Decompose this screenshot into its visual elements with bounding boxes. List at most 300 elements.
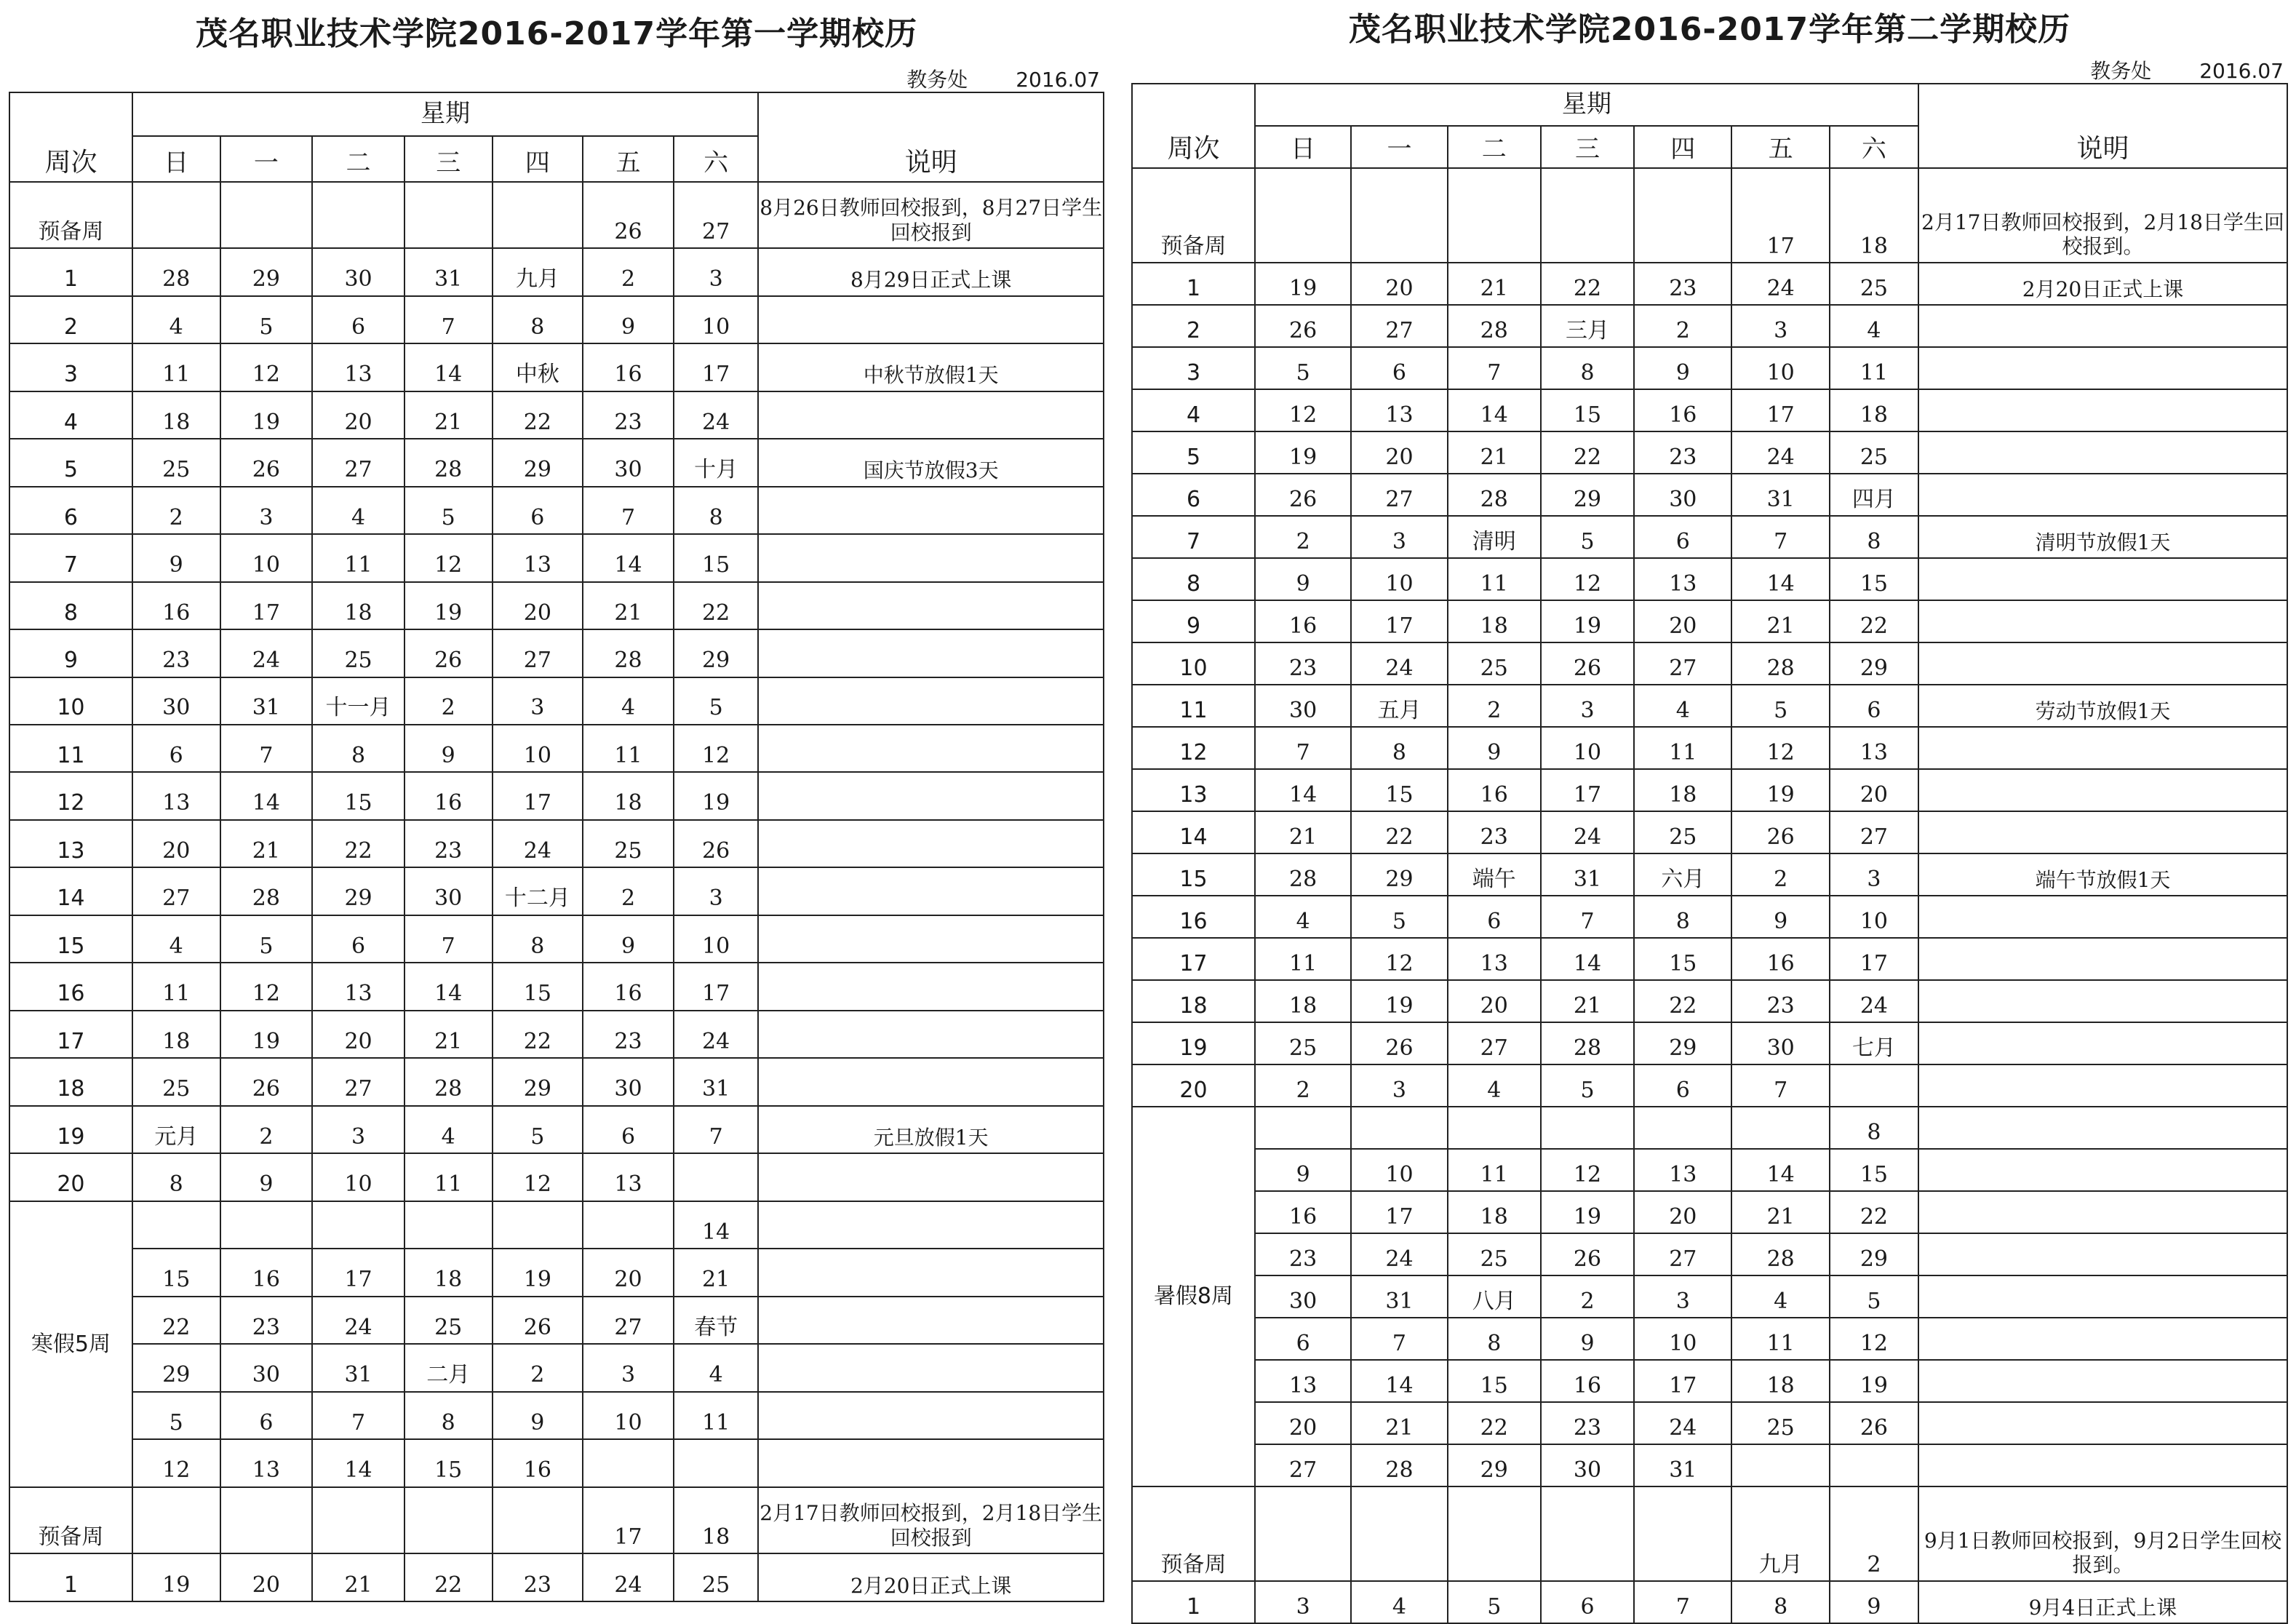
date-cell: 23	[132, 629, 220, 677]
note-cell	[1918, 347, 2287, 389]
date-cell: 17	[493, 772, 583, 819]
table-row	[1132, 1402, 2287, 1444]
date-cell: 27	[1448, 1022, 1541, 1064]
date-cell: 10	[1634, 1318, 1731, 1360]
date-cell: 7	[1448, 347, 1541, 389]
week-number-cell: 8	[1132, 558, 1255, 600]
note-cell	[758, 915, 1104, 963]
date-cell: 中秋	[493, 343, 583, 391]
date-cell: 2	[1634, 305, 1731, 347]
week-number-cell: 12	[9, 772, 132, 819]
date-cell: 16	[1634, 389, 1731, 431]
date-cell: 22	[493, 1011, 583, 1058]
note-cell	[758, 1392, 1104, 1439]
date-cell: 18	[583, 772, 674, 819]
date-cell	[312, 1487, 404, 1553]
date-cell: 20	[1448, 980, 1541, 1022]
date-cell: 29	[312, 867, 404, 915]
note-cell	[758, 629, 1104, 677]
date-cell: 14	[1351, 1360, 1447, 1402]
table-row	[9, 629, 1104, 677]
date-cell: 3	[493, 677, 583, 725]
date-cell: 9	[1830, 1581, 1918, 1623]
table-row	[1132, 1318, 2287, 1360]
table-row	[1132, 263, 2287, 305]
table-row	[1132, 896, 2287, 938]
date-cell: 2	[220, 1106, 313, 1153]
date-cell: 24	[493, 820, 583, 867]
week-number-cell: 11	[1132, 685, 1255, 727]
note-cell	[1918, 1444, 2287, 1486]
date-cell: 26	[220, 439, 313, 486]
week-number-cell: 暑假8周	[1132, 1107, 1255, 1486]
table-row	[1132, 1486, 2287, 1581]
date-cell: 2	[1255, 1064, 1351, 1107]
date-cell: 4	[1351, 1581, 1447, 1623]
date-cell: 18	[674, 1487, 759, 1553]
date-cell: 14	[583, 534, 674, 581]
date-cell: 13	[312, 343, 404, 391]
date-cell: 21	[220, 820, 313, 867]
date-cell	[1634, 168, 1731, 263]
date-cell: 22	[1830, 1191, 1918, 1233]
table-row	[9, 772, 1104, 819]
date-cell: 元月	[132, 1106, 220, 1153]
date-cell: 26	[404, 629, 493, 677]
date-cell: 17	[1731, 168, 1829, 263]
note-cell	[1918, 431, 2287, 474]
date-cell: 19	[1255, 263, 1351, 305]
date-cell: 7	[312, 1392, 404, 1439]
table-row	[9, 1344, 1104, 1391]
date-cell: 22	[1634, 980, 1731, 1022]
note-cell	[758, 534, 1104, 581]
date-cell: 16	[583, 343, 674, 391]
note-cell	[758, 487, 1104, 534]
week-number-cell: 1	[1132, 263, 1255, 305]
date-cell: 2	[1731, 853, 1829, 896]
date-cell: 26	[220, 1058, 313, 1105]
date-cell: 19	[132, 1553, 220, 1601]
week-number-cell: 8	[9, 582, 132, 629]
date-cell: 21	[1448, 263, 1541, 305]
date-cell	[674, 1439, 759, 1486]
date-cell: 十一月	[312, 677, 404, 725]
date-cell: 25	[404, 1297, 493, 1344]
date-cell: 27	[132, 867, 220, 915]
table-row	[9, 1011, 1104, 1058]
date-cell: 11	[1448, 1149, 1541, 1191]
semester-2-title: 茂名职业技术学院2016-2017学年第二学期校历	[1348, 11, 2071, 48]
note-cell	[1918, 1064, 2287, 1107]
date-cell: 23	[404, 820, 493, 867]
date-cell: 30	[220, 1344, 313, 1391]
date-cell: 23	[583, 391, 674, 439]
date-cell: 6	[1255, 1318, 1351, 1360]
semester-1-issue-date: 2016.07	[1016, 68, 1100, 92]
date-cell: 22	[312, 820, 404, 867]
date-cell: 29	[674, 629, 759, 677]
table-row	[1132, 1444, 2287, 1486]
table-row	[1132, 938, 2287, 980]
date-cell: 10	[1351, 1149, 1447, 1191]
date-cell: 24	[1731, 431, 1829, 474]
week-number-cell: 9	[9, 629, 132, 677]
date-cell: 26	[1351, 1022, 1447, 1064]
date-cell: 28	[1731, 1233, 1829, 1275]
date-cell: 24	[1634, 1402, 1731, 1444]
date-cell	[312, 1201, 404, 1249]
weekday-group-header: 星期	[1255, 84, 1918, 126]
table-row	[1132, 431, 2287, 474]
date-cell: 13	[132, 772, 220, 819]
date-cell: 16	[404, 772, 493, 819]
date-cell: 28	[1448, 474, 1541, 516]
date-cell: 15	[1351, 769, 1447, 811]
table-row	[9, 1392, 1104, 1439]
week-number-cell: 1	[9, 248, 132, 295]
date-cell: 24	[220, 629, 313, 677]
date-cell	[493, 1201, 583, 1249]
date-cell: 清明	[1448, 516, 1541, 558]
date-cell: 17	[1541, 769, 1634, 811]
date-cell: 24	[1830, 980, 1918, 1022]
date-cell: 29	[1830, 642, 1918, 685]
date-cell: 8	[493, 915, 583, 963]
date-cell: 16	[220, 1249, 313, 1296]
date-cell: 13	[493, 534, 583, 581]
date-cell	[1541, 168, 1634, 263]
date-cell: 30	[132, 677, 220, 725]
week-number-cell: 18	[9, 1058, 132, 1105]
table-row	[9, 1153, 1104, 1201]
table-row	[9, 820, 1104, 867]
note-cell	[1918, 938, 2287, 980]
note-cell: 2月17日教师回校报到，2月18日学生回校报到	[758, 1487, 1104, 1553]
date-cell: 22	[1351, 811, 1447, 853]
date-cell: 30	[583, 1058, 674, 1105]
date-cell: 4	[674, 1344, 759, 1391]
date-cell: 12	[1351, 938, 1447, 980]
weekday-header: 六	[1830, 126, 1918, 168]
date-cell: 18	[404, 1249, 493, 1296]
table-row	[9, 725, 1104, 772]
note-cell: 9月4日正式上课	[1918, 1581, 2287, 1623]
week-number-cell: 16	[1132, 896, 1255, 938]
date-cell: 28	[1731, 642, 1829, 685]
date-cell: 6	[1541, 1581, 1634, 1623]
date-cell: 28	[404, 439, 493, 486]
note-cell: 2月17日教师回校报到，2月18日学生回校报到。	[1918, 168, 2287, 263]
date-cell: 25	[132, 439, 220, 486]
date-cell: 2	[1255, 516, 1351, 558]
date-cell: 18	[1731, 1360, 1829, 1402]
table-row	[1132, 853, 2287, 896]
date-cell: 16	[583, 963, 674, 1010]
date-cell: 27	[312, 439, 404, 486]
date-cell: 11	[674, 1392, 759, 1439]
semester-2-issue-date: 2016.07	[2199, 59, 2284, 83]
weekday-header: 四	[1634, 126, 1731, 168]
date-cell: 13	[583, 1153, 674, 1201]
date-cell: 11	[1448, 558, 1541, 600]
table-row	[9, 534, 1104, 581]
date-cell: 八月	[1448, 1275, 1541, 1318]
note-cell	[758, 677, 1104, 725]
note-cell	[758, 296, 1104, 343]
weekday-header: 一	[1351, 126, 1447, 168]
date-cell: 7	[1731, 1064, 1829, 1107]
date-cell: 19	[1351, 980, 1447, 1022]
note-cell	[758, 391, 1104, 439]
date-cell: 8	[312, 725, 404, 772]
date-cell: 13	[1830, 727, 1918, 769]
weekday-header: 五	[1731, 126, 1829, 168]
date-cell: 15	[1541, 389, 1634, 431]
date-cell: 11	[312, 534, 404, 581]
date-cell: 四月	[1830, 474, 1918, 516]
date-cell: 12	[404, 534, 493, 581]
date-cell: 三月	[1541, 305, 1634, 347]
note-cell: 劳动节放假1天	[1918, 685, 2287, 727]
table-row	[9, 1106, 1104, 1153]
date-cell: 8	[1731, 1581, 1829, 1623]
date-cell	[1351, 1107, 1447, 1149]
date-cell: 19	[1541, 600, 1634, 642]
date-cell	[583, 1201, 674, 1249]
date-cell: 25	[1830, 263, 1918, 305]
date-cell: 17	[1351, 1191, 1447, 1233]
weekday-header: 二	[1448, 126, 1541, 168]
date-cell: 25	[312, 629, 404, 677]
date-cell: 20	[1830, 769, 1918, 811]
semester-1-table	[9, 92, 1104, 1602]
week-number-cell: 18	[1132, 980, 1255, 1022]
week-number-cell: 9	[1132, 600, 1255, 642]
note-cell	[1918, 1360, 2287, 1402]
date-cell: 3	[1634, 1275, 1731, 1318]
date-cell: 3	[674, 867, 759, 915]
date-cell: 2	[1830, 1486, 1918, 1581]
date-cell: 11	[1830, 347, 1918, 389]
note-cell	[1918, 305, 2287, 347]
weekday-header: 五	[583, 136, 674, 181]
date-cell: 12	[1255, 389, 1351, 431]
date-cell: 22	[132, 1297, 220, 1344]
note-cell	[1918, 769, 2287, 811]
date-cell: 22	[1541, 263, 1634, 305]
date-cell: 14	[1731, 558, 1829, 600]
week-number-cell: 20	[9, 1153, 132, 1201]
date-cell: 17	[674, 963, 759, 1010]
table-row	[1132, 769, 2287, 811]
date-cell: 25	[1731, 1402, 1829, 1444]
date-cell: 30	[583, 439, 674, 486]
date-cell	[493, 1487, 583, 1553]
date-cell: 8	[674, 487, 759, 534]
week-number-cell: 13	[1132, 769, 1255, 811]
date-cell: 6	[1448, 896, 1541, 938]
table-row	[1132, 1360, 2287, 1402]
note-cell	[758, 1201, 1104, 1249]
date-cell: 4	[132, 296, 220, 343]
date-cell: 11	[1634, 727, 1731, 769]
date-cell: 21	[1448, 431, 1541, 474]
date-cell: 24	[312, 1297, 404, 1344]
date-cell: 23	[1634, 263, 1731, 305]
date-cell: 4	[1448, 1064, 1541, 1107]
table-row	[1132, 600, 2287, 642]
date-cell: 11	[1255, 938, 1351, 980]
date-cell: 30	[1731, 1022, 1829, 1064]
date-cell	[404, 1201, 493, 1249]
table-row	[1132, 389, 2287, 431]
date-cell: 18	[1634, 769, 1731, 811]
date-cell	[404, 1487, 493, 1553]
date-cell: 25	[674, 1553, 759, 1601]
date-cell: 20	[220, 1553, 313, 1601]
date-cell: 6	[220, 1392, 313, 1439]
date-cell: 23	[220, 1297, 313, 1344]
date-cell	[493, 182, 583, 248]
semester-2-table	[1131, 83, 2288, 1624]
date-cell: 10	[493, 725, 583, 772]
date-cell: 10	[312, 1153, 404, 1201]
table-row	[9, 915, 1104, 963]
date-cell: 12	[220, 963, 313, 1010]
date-cell: 春节	[674, 1297, 759, 1344]
date-cell	[220, 182, 313, 248]
date-cell: 20	[583, 1249, 674, 1296]
date-cell: 17	[583, 1487, 674, 1553]
note-cell	[1918, 1149, 2287, 1191]
date-cell: 4	[1830, 305, 1918, 347]
date-cell: 6	[1830, 685, 1918, 727]
date-cell: 4	[1634, 685, 1731, 727]
date-cell: 27	[493, 629, 583, 677]
date-cell: 15	[1830, 558, 1918, 600]
table-row	[1132, 1191, 2287, 1233]
date-cell: 7	[220, 725, 313, 772]
date-cell: 12	[1731, 727, 1829, 769]
date-cell: 25	[583, 820, 674, 867]
weekday-group-header: 星期	[132, 92, 759, 136]
table-row	[9, 182, 1104, 248]
date-cell: 20	[1351, 263, 1447, 305]
date-cell: 2	[1448, 685, 1541, 727]
table-row	[9, 867, 1104, 915]
week-number-cell: 2	[9, 296, 132, 343]
date-cell: 21	[1731, 600, 1829, 642]
date-cell: 3	[1541, 685, 1634, 727]
date-cell: 18	[312, 582, 404, 629]
date-cell: 26	[1255, 474, 1351, 516]
date-cell: 3	[312, 1106, 404, 1153]
note-header: 说明	[758, 92, 1104, 182]
date-cell: 十二月	[493, 867, 583, 915]
date-cell: 14	[1731, 1149, 1829, 1191]
note-cell	[1918, 1318, 2287, 1360]
date-cell: 26	[583, 182, 674, 248]
weekday-header: 二	[312, 136, 404, 181]
date-cell: 19	[674, 772, 759, 819]
table-row	[1132, 1149, 2287, 1191]
date-cell: 11	[132, 343, 220, 391]
date-cell: 31	[404, 248, 493, 295]
date-cell: 15	[404, 1439, 493, 1486]
week-header: 周次	[1132, 84, 1255, 168]
week-number-cell: 14	[1132, 811, 1255, 853]
date-cell: 17	[312, 1249, 404, 1296]
weekday-header: 四	[493, 136, 583, 181]
weekday-header: 日	[1255, 126, 1351, 168]
date-cell: 十月	[674, 439, 759, 486]
date-cell: 23	[1448, 811, 1541, 853]
date-cell: 30	[1255, 1275, 1351, 1318]
date-cell: 17	[220, 582, 313, 629]
table-row	[9, 391, 1104, 439]
date-cell: 10	[1351, 558, 1447, 600]
table-row	[1132, 1064, 2287, 1107]
note-cell	[758, 1344, 1104, 1391]
date-cell: 29	[493, 439, 583, 486]
date-cell	[674, 1153, 759, 1201]
date-cell: 13	[1634, 558, 1731, 600]
date-cell: 15	[1830, 1149, 1918, 1191]
date-cell: 9	[493, 1392, 583, 1439]
date-cell: 5	[493, 1106, 583, 1153]
table-row	[9, 963, 1104, 1010]
date-cell	[1255, 1107, 1351, 1149]
table-row	[1132, 685, 2287, 727]
semester-2-office: 教务处	[2090, 59, 2152, 83]
date-cell: 5	[404, 487, 493, 534]
date-cell: 12	[1541, 1149, 1634, 1191]
date-cell: 27	[1634, 642, 1731, 685]
date-cell: 6	[1634, 1064, 1731, 1107]
week-number-cell: 6	[1132, 474, 1255, 516]
note-cell: 2月20日正式上课	[1918, 263, 2287, 305]
date-cell: 31	[1351, 1275, 1447, 1318]
date-cell: 五月	[1351, 685, 1447, 727]
weekday-header: 日	[132, 136, 220, 181]
date-cell: 13	[220, 1439, 313, 1486]
note-cell	[1918, 727, 2287, 769]
note-cell	[758, 867, 1104, 915]
date-cell: 3	[220, 487, 313, 534]
table-row	[1132, 516, 2287, 558]
table-row	[1132, 474, 2287, 516]
date-cell: 19	[220, 391, 313, 439]
table-row	[9, 1058, 1104, 1105]
date-cell: 14	[674, 1201, 759, 1249]
week-number-cell: 预备周	[9, 1487, 132, 1553]
date-cell: 13	[1255, 1360, 1351, 1402]
date-cell: 27	[674, 182, 759, 248]
date-cell: 11	[404, 1153, 493, 1201]
date-cell: 7	[583, 487, 674, 534]
table-row	[1132, 305, 2287, 347]
week-number-cell: 预备周	[1132, 1486, 1255, 1581]
date-cell: 4	[1255, 896, 1351, 938]
week-number-cell: 10	[1132, 642, 1255, 685]
date-cell: 20	[1351, 431, 1447, 474]
note-cell	[758, 772, 1104, 819]
date-cell: 19	[1830, 1360, 1918, 1402]
table-row	[9, 582, 1104, 629]
date-cell: 8	[1830, 516, 1918, 558]
date-cell: 28	[404, 1058, 493, 1105]
